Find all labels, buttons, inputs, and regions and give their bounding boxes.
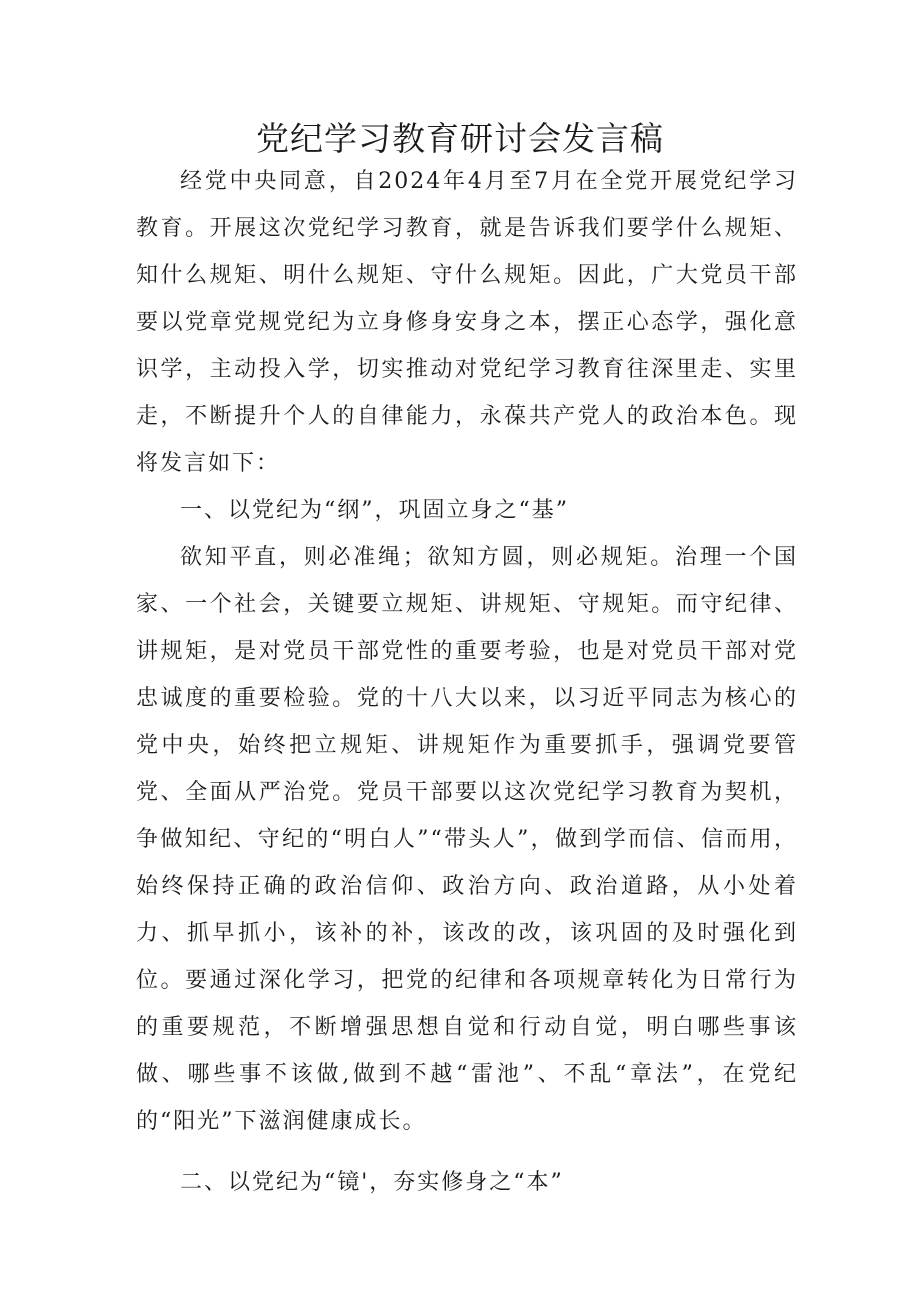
document-title: 党纪学习教育研讨会发言稿 [256,119,664,158]
section-2-heading: 二、以党纪为“镜'，夯实修身之“本” [180,1170,564,1195]
section-1-paragraph: 欲知平直，则必准绳；欲知方圆，则必规矩。治理一个国家、一个社会，关键要立规矩、讲规矩、守规矩。而守纪律、讲规矩，是对党员干部党性的重要考验，也是对党员干部对党忠诚度的重要检验。党的十八大以来，以习近平同志为核心的党中央，始终把立规矩、讲规矩作为重要抓手，强调党要管党、全面从严治党。党员干部要以这次党纪学习教育为契机，争做知纪、守纪的“明白人”“带头人”，做到学而信、信而用，始终保持正确的政治信仰、政治方向、政治道路，从小处着力、抓早抓小，该补的补，该改的改，该巩固的及时强化到位。要通过深化学习，把党的纪律和各项规章转化为日常行为的重要规范，不断增强思想自觉和行动自觉，明白哪些事该做、哪些事不该做,做到不越“雷池”、不乱“章法”，在党纪的“阳光”下滋润健康成长。 [136,545,798,1134]
intro-paragraph: 经党中央同意，自2024年4月至7月在全党开展党纪学习教育。开展这次党纪学习教育，就是告诉我们要学什么规矩、知什么规矩、明什么规矩、守什么规矩。因此，广大党员干部要以党章党规党纪为立身修身安身之本，摆正心态学，强化意识学，主动投入学，切实推动对党纪学习教育往深里走、实里走，不断提升个人的自律能力，永葆共产党人的政治本色。现将发言如下： [136,169,798,476]
section-1-heading: 一、以党纪为“纲”，巩固立身之“基” [180,498,569,523]
document-body [136,158,798,1206]
